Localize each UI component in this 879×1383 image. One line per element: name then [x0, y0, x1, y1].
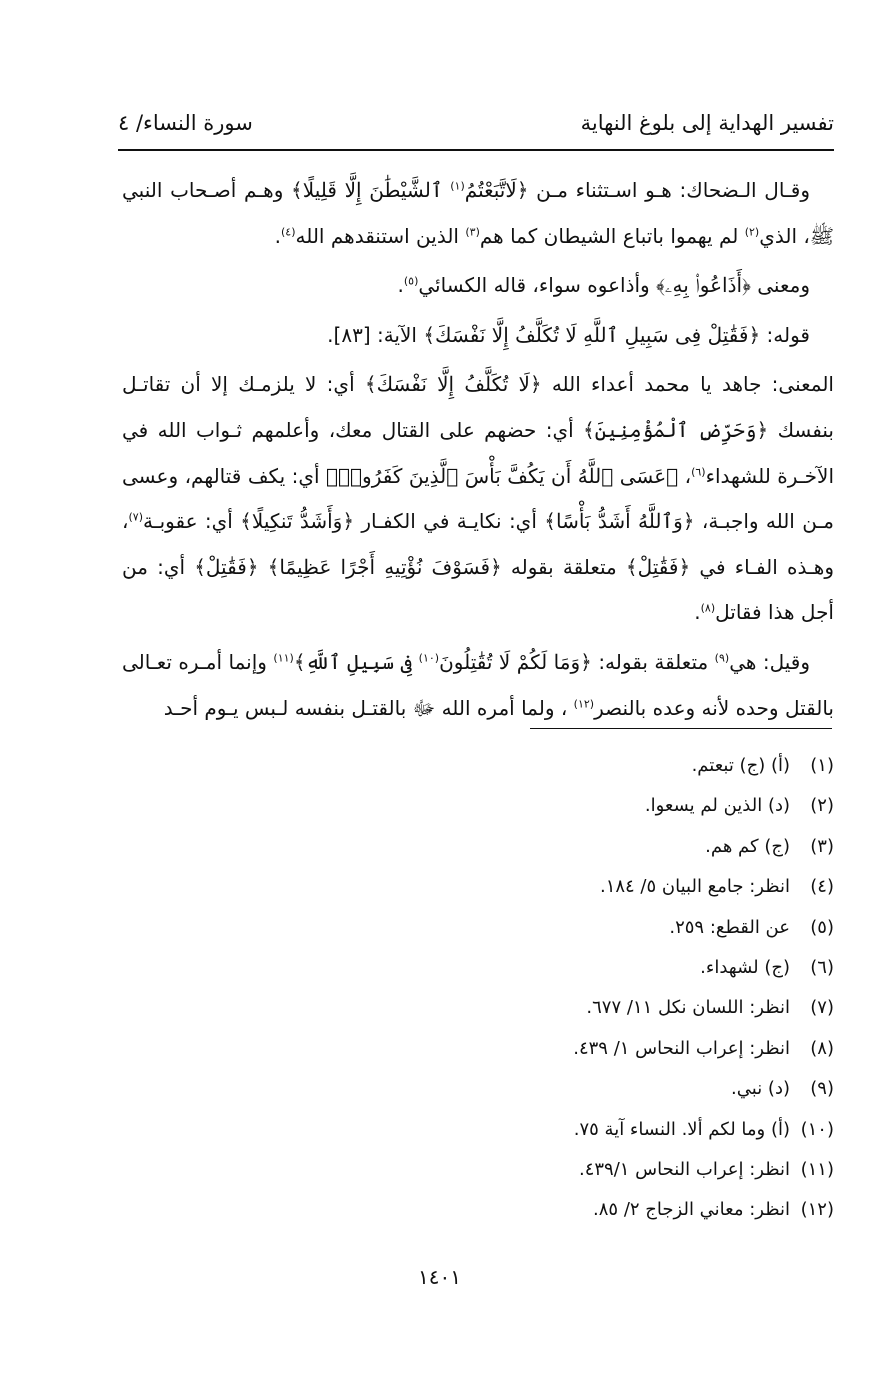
footnote-item: [300, 1069, 834, 1109]
footnote-item: [300, 908, 834, 948]
footnote-number: (١١): [800, 1158, 834, 1180]
surah-label: سورة النساء/ ٤: [118, 111, 253, 135]
text-run: أي: نكايـة في الكفـار: [354, 509, 545, 534]
text-run: الآية: [٨٣].: [327, 322, 424, 347]
footnote-text: (د) الذين لم يسعوا.: [644, 795, 790, 817]
footnote-ref: (١): [450, 179, 465, 193]
footnote-number: (٩): [810, 1078, 834, 1100]
main-text: [122, 168, 834, 735]
footnote-item: [300, 746, 834, 786]
text-run: أي: حضهم على القتال معك، وأعلمهم ثـواب الله في الآخـرة للشهداء: [122, 417, 835, 488]
footnote-text: (أ) (ج) تبعتم.: [691, 755, 790, 776]
text-run: الذين استنقدهم الله: [295, 223, 466, 248]
quran-quote: فِى سَبِيلِ ٱللَّهِ﴾: [293, 649, 419, 674]
text-run: ، ولما أمره الله ﷻ بالقتـل بنفسه لـبس يـوم أحـد: [163, 695, 574, 720]
text-run: أي: لا يلزمـك إلا أن تقاتـل بنفسك: [122, 372, 834, 442]
footnote-number: (٣): [810, 835, 834, 857]
footnote-item: [300, 1190, 834, 1230]
text-run: [258, 555, 267, 579]
footnote-text: انظر: جامع البيان ٥/ ١٨٤.: [599, 876, 790, 898]
quran-quote: ﴿فَقَٰتِلْ فِى سَبِيلِ ٱللَّهِ لَا تُكَلَّفُ إِلَّا نَفْسَكَ﴾: [423, 322, 761, 347]
book-title: تفسير الهداية إلى بلوغ النهاية: [580, 111, 834, 135]
text-run: أي: عقوبـة: [142, 509, 241, 534]
footnote-number: (٦): [810, 956, 834, 978]
footnote-number: (٨): [810, 1037, 834, 1059]
text-run: المعنى: جاهد يا محمد أعداء الله: [541, 372, 834, 397]
text-run: وأذاعوه سواء، قاله الكسائي: [418, 273, 657, 298]
footnote-ref: (٥): [403, 274, 419, 288]
footnote-text: انظر: إعراب النحاس ٤٣٩/١.: [578, 1158, 790, 1180]
paragraph-commentary: [122, 362, 834, 636]
footnote-ref: (١٢): [573, 696, 595, 710]
footnote-item: [300, 867, 834, 907]
footnote-ref: (٨): [700, 601, 716, 615]
text-run: قوله:: [760, 322, 810, 347]
footnote-item: [300, 988, 834, 1028]
quran-quote: ﴿فَقَٰتِلْ﴾: [194, 554, 259, 579]
footnote-item: [300, 786, 834, 826]
footnote-ref: (٢): [744, 224, 760, 238]
footnote-text: انظر: اللسان نكل ١١/ ٦٧٧.: [586, 997, 790, 1019]
text-run: .: [694, 600, 701, 625]
footnote-number: (١٠): [800, 1118, 834, 1140]
text-run: لم يهموا باتباع الشيطان كما هم: [479, 223, 745, 248]
quran-quote: ﴿لَاتَّبَعْتُمُ: [464, 178, 529, 202]
paragraph-alternative: [122, 640, 834, 731]
quran-quote: ﴿فَسَوْفَ نُؤْتِيهِ أَجْرًا عَظِيمًا﴾: [267, 554, 502, 579]
text-run: وهـم أصـحاب النبي ﷺ، الذي: [122, 178, 834, 248]
text-run: وقـال الـضحاك: هـو اسـتثناء مـن: [528, 178, 810, 202]
footnote-number: (٥): [810, 916, 834, 938]
quran-quote: ٱلشَّيْطَٰنَ إِلَّا قَلِيلًا﴾: [291, 178, 443, 202]
footnote-ref: (١٠): [418, 651, 440, 665]
footnote-number: (٤): [810, 876, 834, 898]
footnote-item: [300, 1150, 834, 1190]
quran-quote: ﴿وَحَرِّضِ ٱلْمُؤْمِنِينَ﴾: [583, 417, 769, 442]
footnote-ref: (٦): [691, 464, 706, 478]
text-run: ،: [678, 463, 692, 488]
footnote-ref: (٧): [128, 510, 143, 524]
footnote-text: (د) نبي.: [731, 1078, 790, 1100]
running-header: [118, 103, 834, 147]
footnote-ref: (٤): [280, 224, 296, 238]
footnote-number: (١٢): [800, 1199, 834, 1221]
quran-quote: ﴿وَمَا لَكُمْ لَا تُقَٰتِلُونَ: [439, 649, 592, 674]
text-run: .: [397, 273, 404, 298]
paragraph-verse-heading: [122, 313, 834, 359]
footnote-number: (٧): [810, 997, 834, 1019]
text-run: أي: من أجل هذا فقاتل: [122, 554, 834, 625]
paragraph-meaning: [122, 263, 834, 309]
footnote-text: انظر: إعراب النحاس ١/ ٤٣٩.: [573, 1037, 790, 1059]
quran-quote: ﴿وَٱللَّهُ أَشَدُّ بَأْسًا﴾: [544, 509, 695, 534]
quran-quote: ﴿أَذَاعُوا۟ بِهِۦ﴾: [656, 273, 751, 298]
footnote-item: [300, 827, 834, 867]
footnote-item: [300, 1110, 834, 1150]
quran-quote: ﴿لَا تُكَلَّفُ إِلَّا نَفْسَكَ﴾: [364, 372, 542, 397]
footnote-item: [300, 1029, 834, 1069]
footnote-text: (ج) لشهداء.: [700, 956, 790, 978]
quran-quote: ﴿وَأَشَدُّ تَنكِيلًا﴾: [240, 509, 355, 534]
footnote-text: انظر: معاني الزجاج ٢/ ٨٥.: [593, 1199, 790, 1221]
footnote-ref: (١١): [273, 651, 294, 665]
footnote-ref: (٣): [465, 224, 480, 238]
text-run: وقيل: هي: [729, 649, 811, 674]
footnote-item: [300, 948, 834, 988]
text-run: ، وهـذه الفـاء في: [122, 509, 835, 579]
quran-quote: ﴿فَقَٰتِلْ﴾: [625, 554, 691, 579]
text-run: أي: يكف قتالهم، وعسى مـن الله واجبـة،: [122, 463, 835, 534]
text-run: متعلقة بقوله: [501, 554, 626, 579]
footnote-separator: [530, 728, 832, 729]
footnote-text: (ج) كم هم.: [705, 835, 790, 857]
footnote-ref: (٩): [714, 651, 730, 665]
footnote-text: (أ) وما لكم ألا. النساء آية ٧٥.: [573, 1118, 790, 1140]
footnote-number: (٢): [810, 795, 834, 817]
page-number: ١٤٠١: [418, 1265, 461, 1289]
text-run: وإنما أمـره تعـالى بالقتل وحده لأنه وعده بالنصر: [122, 649, 834, 720]
text-run: متعلقة بقوله:: [591, 649, 715, 674]
footnotes-list: [300, 746, 834, 1231]
paragraph-dahhak: [122, 168, 834, 259]
footnote-number: (١): [810, 755, 834, 776]
footnote-text: عن القطع: ٢٥٩.: [669, 916, 790, 938]
text-run: .: [274, 223, 281, 248]
quran-quote: ﴿عَسَى ٱللَّهُ أَن يَكُفَّ بَأْسَ ٱلَّذِينَ كَفَرُوا۟﴾: [326, 463, 679, 488]
text-run: ومعنى: [750, 273, 810, 298]
header-rule: [118, 149, 834, 151]
